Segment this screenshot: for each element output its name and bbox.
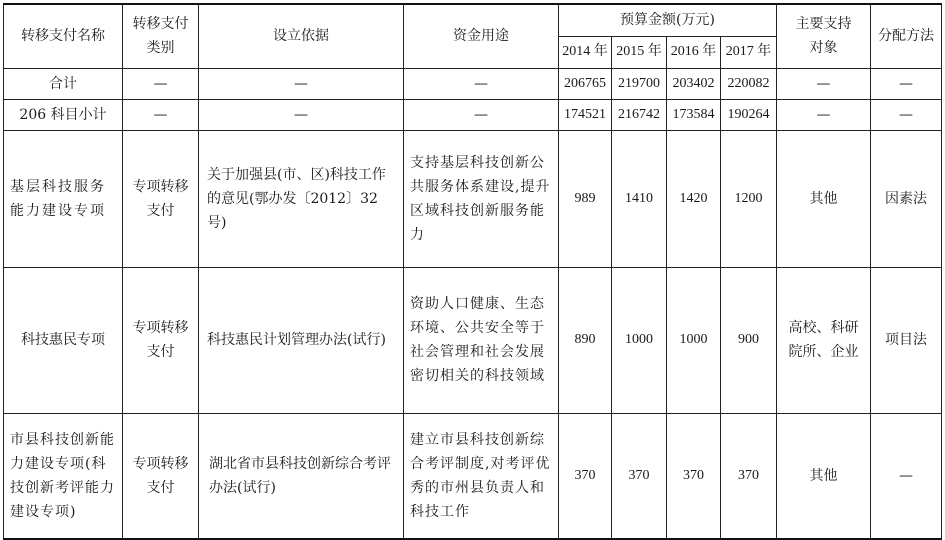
row-value-2016: 1000	[667, 267, 721, 413]
row-value-2017: 900	[721, 267, 777, 413]
row-value-2017: 370	[721, 413, 777, 539]
row-value-2014: 206765	[559, 68, 612, 99]
row-purpose: 支持基层科技创新公共服务体系建设,提升区域科技创新服务能力	[404, 130, 559, 267]
row-basis: 科技惠民计划管理办法(试行)	[199, 267, 404, 413]
row-value-2015: 370	[612, 413, 667, 539]
header-basis: 设立依据	[199, 4, 404, 68]
table-row	[4, 413, 942, 539]
header-target	[777, 4, 871, 68]
header-year-2015: 2015 年	[612, 36, 667, 68]
header-budget: 预算金额(万元)	[559, 4, 777, 36]
row-basis: 关于加强县(市、区)科技工作的意见(鄂办发〔2012〕32号)	[199, 130, 404, 267]
row-value-2017: 190264	[721, 99, 777, 130]
row-name: 206 科目小计	[4, 99, 123, 130]
row-name: 市县科技创新能力建设专项(科技创新考评能力建设专项)	[4, 413, 123, 539]
row-value-2014: 989	[559, 130, 612, 267]
row-category: —	[123, 99, 199, 130]
table-row	[4, 267, 942, 413]
row-category: —	[123, 68, 199, 99]
row-name: 合计	[4, 68, 123, 99]
row-value-2014: 890	[559, 267, 612, 413]
row-value-2016: 173584	[667, 99, 721, 130]
row-basis: —	[199, 99, 404, 130]
row-value-2016: 1420	[667, 130, 721, 267]
row-target: —	[777, 99, 871, 130]
row-value-2015: 219700	[612, 68, 667, 99]
header-name: 转移支付名称	[4, 4, 123, 68]
header-year-2014: 2014 年	[559, 36, 612, 68]
row-value-2014: 370	[559, 413, 612, 539]
row-method: —	[871, 413, 942, 539]
row-value-2017: 1200	[721, 130, 777, 267]
row-purpose: 建立市县科技创新综合考评制度,对考评优秀的市州县负责人和科技工作	[404, 413, 559, 539]
row-method: —	[871, 99, 942, 130]
row-basis: —	[199, 68, 404, 99]
table-row	[4, 99, 942, 130]
row-purpose: 资助人口健康、生态环境、公共安全等于社会管理和社会发展密切相关的科技领域	[404, 267, 559, 413]
row-method: —	[871, 68, 942, 99]
transfer-payment-table	[3, 3, 942, 540]
row-category: 专项转移支付	[123, 413, 199, 539]
header-row-1	[4, 4, 942, 36]
row-category: 专项转移支付	[123, 267, 199, 413]
row-value-2017: 220082	[721, 68, 777, 99]
row-name: 基层科技服务能力建设专项	[4, 130, 123, 267]
row-value-2015: 1000	[612, 267, 667, 413]
row-target: 其他	[777, 413, 871, 539]
row-value-2014: 174521	[559, 99, 612, 130]
header-year-2017: 2017 年	[721, 36, 777, 68]
row-value-2016: 370	[667, 413, 721, 539]
row-value-2015: 1410	[612, 130, 667, 267]
row-value-2016: 203402	[667, 68, 721, 99]
row-method: 因素法	[871, 130, 942, 267]
row-method: 项目法	[871, 267, 942, 413]
row-category: 专项转移支付	[123, 130, 199, 267]
row-target: —	[777, 68, 871, 99]
table-row	[4, 68, 942, 99]
header-method: 分配方法	[871, 4, 942, 68]
row-basis: 湖北省市县科技创新综合考评办法(试行)	[199, 413, 404, 539]
row-purpose: —	[404, 68, 559, 99]
header-target-text: 主要支持对象	[795, 16, 852, 57]
header-year-2016: 2016 年	[667, 36, 721, 68]
row-target: 其他	[777, 130, 871, 267]
header-category-text: 转移支付类别	[132, 16, 189, 57]
table-row	[4, 130, 942, 267]
header-purpose: 资金用途	[404, 4, 559, 68]
row-target: 高校、科研院所、企业	[777, 267, 871, 413]
row-name: 科技惠民专项	[4, 267, 123, 413]
header-category	[123, 4, 199, 68]
row-value-2015: 216742	[612, 99, 667, 130]
row-purpose: —	[404, 99, 559, 130]
